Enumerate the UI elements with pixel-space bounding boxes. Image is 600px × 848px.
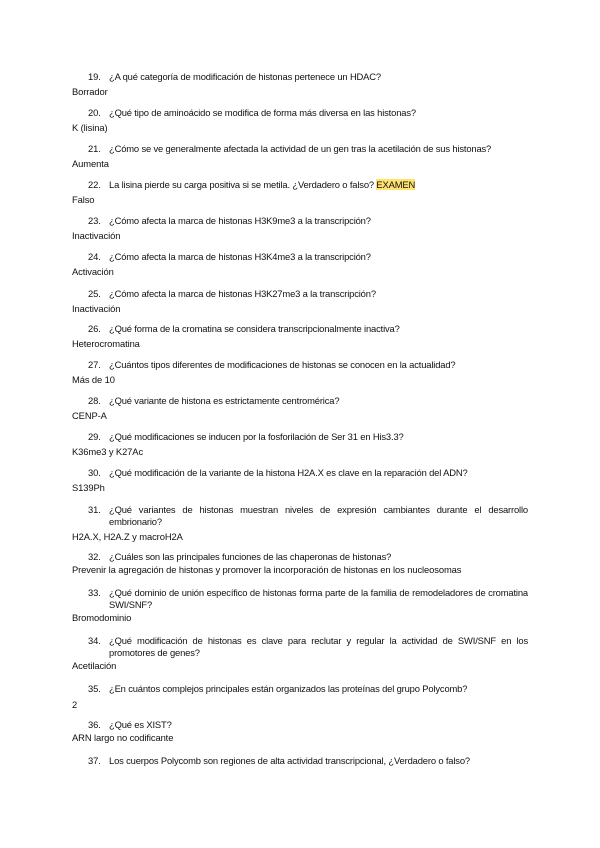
question <box>80 215 528 227</box>
exam-highlight-tag: EXAMEN <box>376 179 416 190</box>
answer: CENP-A <box>72 410 107 421</box>
question-number: 32. <box>88 551 101 562</box>
question-text: ¿Qué es XIST? <box>109 719 172 730</box>
question-number: 23. <box>88 215 101 226</box>
qa-item-37 <box>0 755 600 770</box>
question-number: 35. <box>88 683 101 694</box>
qa-item-28 <box>0 395 600 422</box>
answer: Prevenir la agregación de histonas y promover la incorporación de histonas en los nucleosomas <box>72 564 462 575</box>
qa-item-27 <box>0 359 600 386</box>
qa-item-25 <box>0 288 600 315</box>
question-number: 36. <box>88 719 101 730</box>
question-number: 20. <box>88 107 101 118</box>
question-number: 33. <box>88 587 101 598</box>
question-number: 21. <box>88 143 101 154</box>
question-text: Los cuerpos Polycomb son regiones de alta actividad transcripcional, ¿Verdadero o falso? <box>109 755 470 766</box>
question <box>80 143 528 155</box>
question <box>80 504 528 528</box>
question-text: La lisina pierde su carga positiva si se metila. ¿Verdadero o falso? <box>109 179 374 190</box>
qa-item-20 <box>0 107 600 134</box>
question-text: ¿Qué variantes de histonas muestran niveles de expresión cambiantes durante el desarrollo embrionario? <box>109 504 528 527</box>
answer: Borrador <box>72 86 108 97</box>
question-text: ¿Cuáles son las principales funciones de las chaperonas de histonas? <box>109 551 392 562</box>
answer: Más de 10 <box>72 374 115 385</box>
question-text: ¿Qué variante de histona es estrictamente centromérica? <box>109 395 340 406</box>
answer: Bromodominio <box>72 612 132 623</box>
question-text: ¿En cuántos complejos principales están organizados las proteínas del grupo Polycomb? <box>109 683 468 694</box>
question-text: ¿Cuántos tipos diferentes de modificaciones de histonas se conocen en la actualidad? <box>109 359 456 370</box>
question <box>80 755 528 767</box>
question-text: ¿Qué modificación de la variante de la histona H2A.X es clave en la reparación del ADN? <box>109 467 468 478</box>
qa-item-34 <box>0 635 600 672</box>
qa-item-26 <box>0 323 600 350</box>
answer: Activación <box>72 266 114 277</box>
question-text: ¿Qué modificaciones se inducen por la fosforilación de Ser 31 en His3.3? <box>109 431 404 442</box>
qa-item-24 <box>0 251 600 278</box>
question-text: ¿Cómo se ve generalmente afectada la actividad de un gen tras la acetilación de sus histonas? <box>109 143 492 154</box>
question <box>80 288 528 300</box>
question-text: ¿Cómo afecta la marca de histonas H3K27me3 a la transcripción? <box>109 288 376 299</box>
qa-item-31 <box>0 504 600 543</box>
question-number: 19. <box>88 71 101 82</box>
qa-item-35 <box>0 683 600 711</box>
question-text: ¿A qué categoría de modificación de histonas pertenece un HDAC? <box>109 71 381 82</box>
answer: Heterocromatina <box>72 338 140 349</box>
question-text: ¿Qué tipo de aminoácido se modifica de forma más diversa en las histonas? <box>109 107 416 118</box>
question-text: ¿Cómo afecta la marca de histonas H3K4me3 a la transcripción? <box>109 251 371 262</box>
qa-item-29 <box>0 431 600 458</box>
question-number: 27. <box>88 359 101 370</box>
qa-item-32 <box>0 551 600 576</box>
question-text: ¿Qué modificación de histonas es clave para reclutar y regular la actividad de SWI/SNF en los promotores de genes? <box>109 635 528 658</box>
answer: Acetilación <box>72 660 117 671</box>
qa-item-22 <box>0 179 600 206</box>
qa-item-19 <box>0 71 600 98</box>
answer: Inactivación <box>72 303 121 314</box>
answer: K (lisina) <box>72 122 108 133</box>
question-number: 29. <box>88 431 101 442</box>
question-number: 26. <box>88 323 101 334</box>
qa-item-33 <box>0 587 600 624</box>
qa-item-30 <box>0 467 600 494</box>
question <box>80 587 528 611</box>
question <box>80 179 528 191</box>
answer: Aumenta <box>72 158 109 169</box>
question-number: 24. <box>88 251 101 262</box>
qa-item-23 <box>0 215 600 242</box>
question-number: 22. <box>88 179 101 190</box>
question-number: 34. <box>88 635 101 646</box>
question <box>80 467 528 479</box>
question <box>80 395 528 407</box>
question-number: 31. <box>88 504 101 515</box>
question <box>80 107 528 119</box>
answer: K36me3 y K27Ac <box>72 446 144 457</box>
question-number: 30. <box>88 467 101 478</box>
answer: Inactivación <box>72 230 121 241</box>
question <box>80 359 528 371</box>
question <box>80 719 528 731</box>
question-number: 25. <box>88 288 101 299</box>
question-text: ¿Qué forma de la cromatina se considera transcripcionalmente inactiva? <box>109 323 400 334</box>
question-text: ¿Qué dominio de unión específico de histonas forma parte de la familia de remodeladores de cromatina SWI/SNF? <box>109 587 528 610</box>
answer: S139Ph <box>72 482 105 493</box>
answer: H2A.X, H2A.Z y macroH2A <box>72 531 183 542</box>
question <box>80 71 528 83</box>
qa-item-21 <box>0 143 600 170</box>
answer: Falso <box>72 194 95 205</box>
question <box>80 323 528 335</box>
question-number: 28. <box>88 395 101 406</box>
qa-item-36 <box>0 719 600 744</box>
question <box>80 551 528 563</box>
question <box>80 251 528 263</box>
question-text: ¿Cómo afecta la marca de histonas H3K9me3 a la transcripción? <box>109 215 371 226</box>
question-number: 37. <box>88 755 101 766</box>
answer: 2 <box>72 699 78 710</box>
question <box>80 431 528 443</box>
question <box>80 635 528 659</box>
answer: ARN largo no codificante <box>72 732 174 743</box>
question <box>80 683 528 695</box>
